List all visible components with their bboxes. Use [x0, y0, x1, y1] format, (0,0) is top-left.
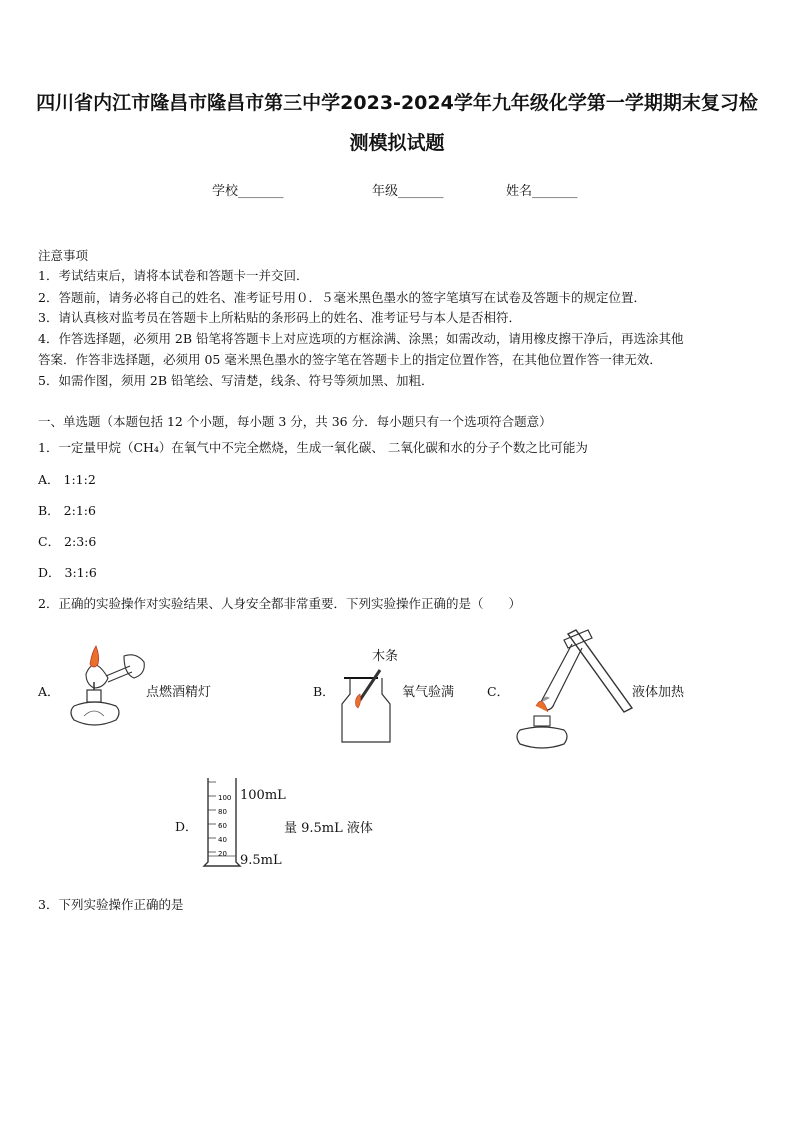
q1-option-b: B． 2:1:6 [38, 503, 96, 518]
q1-option-a: A． 1:1:2 [38, 472, 96, 487]
q2-option-b-letter: B． [313, 684, 335, 699]
notice-item: 答案．作答非选择题，必须用 05 毫米黑色墨水的签字笔在答题卡上的指定位置作答，在其他位置作答一律无效． [38, 352, 662, 367]
q2-option-c-label: 液体加热 [632, 685, 685, 700]
question-2-stem: 2．正确的实验操作对实验结果、人身安全都非常重要．下列实验操作正确的是（ ） [38, 596, 521, 611]
cylinder-capacity-label: 100mL [240, 788, 286, 803]
gas-bottle-splint-figure [340, 664, 400, 746]
q2-option-a-label: 点燃酒精灯 [146, 685, 212, 700]
notice-item: 1．考试结束后，请将本试卷和答题卡一并交回． [38, 268, 309, 283]
question-3-stem: 3．下列实验操作正确的是 [38, 897, 184, 912]
grade-field: 年级_______ [372, 184, 444, 199]
cylinder-tick: 20 [218, 850, 227, 858]
section-heading: 一、单选题（本题包括 12 个小题，每小题 3 分，共 36 分．每小题只有一个选项符合题意） [38, 414, 552, 429]
alcohol-lamp-lighting-figure [64, 644, 150, 734]
notice-item: 2．答题前，请务必将自己的姓名、准考证号用０．５毫米黑色墨水的签字笔填写在试卷及答题卡的规定位置． [38, 290, 646, 305]
q2-option-a-letter: A． [38, 684, 60, 699]
cylinder-tick: 40 [218, 836, 227, 844]
cylinder-tick: 100 [218, 794, 232, 802]
notice-heading: 注意事项 [38, 248, 89, 263]
page-title-line1: 四川省内江市隆昌市隆昌市第三中学2023-2024学年九年级化学第一学期期末复习检 [36, 92, 758, 114]
q2-option-d-label: 量 9.5mL 液体 [284, 821, 373, 836]
cylinder-tick: 60 [218, 822, 227, 830]
cylinder-tick: 80 [218, 808, 227, 816]
q1-option-c: C． 2:3:6 [38, 534, 97, 549]
notice-item: 3．请认真核对监考员在答题卡上所粘贴的条形码上的姓名、准考证号与本人是否相符． [38, 310, 521, 325]
q2-option-b-top-label: 木条 [372, 649, 399, 664]
q2-option-c-letter: C． [487, 684, 510, 699]
cylinder-volume-label: 9.5mL [240, 853, 282, 868]
graduated-cylinder-figure [200, 772, 244, 870]
q2-option-d-letter: D． [175, 819, 198, 834]
page-title-line2: 测模拟试题 [349, 132, 445, 154]
q2-option-b-label: 氧气验满 [402, 685, 455, 700]
school-field: 学校_______ [212, 184, 284, 199]
notice-item: 4．作答选择题，必须用 2B 铅笔将答题卡上对应选项的方框涂满、涂黑；如需改动，请用橡皮擦干净后，再选涂其他 [38, 331, 684, 346]
name-field: 姓名_______ [506, 184, 578, 199]
notice-item: 5．如需作图，须用 2B 铅笔绘、写清楚，线条、符号等须加黑、加粗． [38, 373, 434, 388]
question-1-stem: 1．一定量甲烷（CH₄）在氧气中不完全燃烧，生成一氧化碳、 二氧化碳和水的分子个数之比可能为 [38, 440, 588, 455]
q1-option-d: D． 3:1:6 [38, 565, 97, 580]
test-tube-heating-figure [512, 628, 636, 754]
